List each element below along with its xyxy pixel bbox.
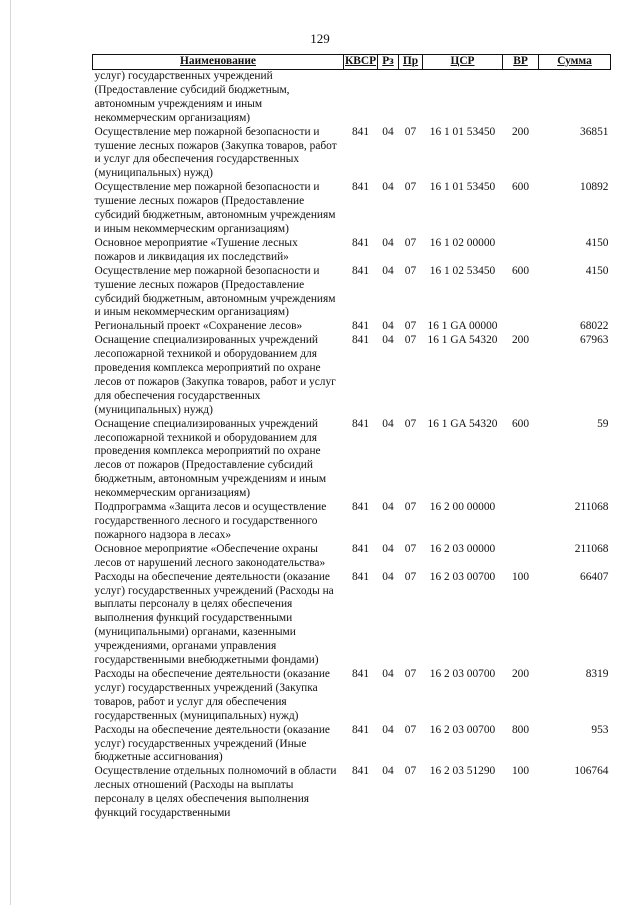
- cell-sum: 4150: [585, 264, 609, 277]
- header-vr: ВР: [503, 55, 539, 70]
- cell-kvsr: 841: [351, 570, 370, 583]
- table-header-row: [93, 55, 611, 70]
- cell-csr: 16 2 03 00700: [429, 667, 496, 680]
- cell-vr: 200: [511, 125, 530, 138]
- cell-name: Основное мероприятие «Обеспечение охраны лесов от нарушений лесного законодательства»: [94, 542, 326, 569]
- cell-pr: 07: [404, 501, 417, 514]
- cell-sum: 953: [591, 723, 609, 736]
- table-row: [93, 237, 611, 265]
- cell-rz: 04: [382, 765, 394, 778]
- cell-pr: 07: [404, 181, 417, 194]
- cell-csr: 16 2 03 00000: [429, 542, 496, 555]
- cell-kvsr: 841: [351, 542, 370, 555]
- cell-vr: [503, 70, 539, 126]
- cell-vr: 100: [511, 570, 530, 583]
- cell-csr: 16 2 03 00700: [429, 723, 496, 736]
- cell-rz: [378, 70, 399, 126]
- cell-pr: 07: [404, 723, 417, 736]
- cell-sum: 67963: [580, 334, 609, 347]
- cell-vr: 800: [511, 723, 530, 736]
- cell-sum: 68022: [580, 320, 609, 333]
- header-sum: Сумма: [539, 55, 611, 70]
- cell-rz: 04: [382, 723, 394, 736]
- cell-vr: [503, 320, 539, 334]
- cell-sum: 211068: [574, 542, 609, 555]
- cell-sum: 66407: [580, 570, 609, 583]
- table-row: [93, 724, 611, 766]
- cell-csr: 16 1 GA 54320: [427, 417, 498, 430]
- cell-csr: 16 1 01 53450: [429, 181, 496, 194]
- cell-pr: 07: [404, 125, 417, 138]
- cell-kvsr: 841: [351, 264, 370, 277]
- cell-name: Региональный проект «Сохранение лесов»: [94, 320, 303, 333]
- cell-vr: 600: [511, 181, 530, 194]
- cell-name: Осуществление мер пожарной безопасности и тушение лесных пожаров (Предоставление субсидий бюджетным, автономным учреждениям и иным некоммерческим организациям): [94, 181, 336, 235]
- cell-pr: 07: [404, 417, 417, 430]
- cell-rz: 04: [382, 501, 394, 514]
- cell-rz: 04: [382, 570, 394, 583]
- cell-sum: 4150: [585, 236, 609, 249]
- cell-rz: 04: [382, 125, 394, 138]
- cell-kvsr: 841: [351, 765, 370, 778]
- cell-sum: 10892: [580, 181, 609, 194]
- cell-kvsr: [344, 70, 378, 126]
- cell-kvsr: 841: [351, 320, 370, 333]
- table-row: [93, 265, 611, 321]
- cell-vr: 600: [511, 417, 530, 430]
- cell-pr: 07: [404, 570, 417, 583]
- cell-csr: 16 2 03 51290: [429, 765, 496, 778]
- cell-csr: 16 1 02 53450: [429, 264, 496, 277]
- cell-vr: 100: [511, 765, 530, 778]
- cell-pr: [399, 70, 423, 126]
- cell-csr: 16 2 03 00700: [429, 570, 496, 583]
- cell-csr: 16 1 02 00000: [429, 236, 496, 249]
- header-name: Наименование: [93, 55, 344, 70]
- cell-name: Расходы на обеспечение деятельности (оказание услуг) государственных учреждений (Иные бюджетные ассигнования): [94, 723, 330, 764]
- cell-rz: 04: [382, 236, 394, 249]
- scan-edge: [10, 0, 11, 905]
- table-row: [93, 126, 611, 182]
- cell-rz: 04: [382, 264, 394, 277]
- cell-pr: 07: [404, 320, 417, 333]
- cell-name: Расходы на обеспечение деятельности (оказание услуг) государственных учреждений (Закупка товаров, работ и услуг для обеспечения государственных (муниципальных) нужд): [94, 667, 330, 722]
- table-row: [93, 571, 611, 668]
- cell-pr: 07: [404, 667, 417, 680]
- cell-csr: 16 1 GA 00000: [427, 320, 498, 333]
- table-row: [93, 181, 611, 237]
- page-number: 129: [310, 31, 330, 46]
- cell-rz: 04: [382, 181, 394, 194]
- cell-csr: [423, 70, 503, 126]
- cell-pr: 07: [404, 264, 417, 277]
- cell-vr: [503, 543, 539, 571]
- cell-name: Осуществление мер пожарной безопасности и тушение лесных пожаров (Закупка товаров, работ и услуг для обеспечения государственных (муниципальных) нужд): [94, 125, 337, 180]
- cell-rz: 04: [382, 542, 394, 555]
- cell-pr: 07: [404, 334, 417, 347]
- cell-csr: 16 1 01 53450: [429, 125, 496, 138]
- cell-name: Оснащение специализированных учреждений лесопожарной техникой и оборудованием для проведения комплекса мероприятий по охране лесов от пожаров (Закупка товаров, работ и услуг для обеспечения государственных (муниципальных) нужд): [94, 334, 336, 416]
- cell-sum: [539, 70, 611, 126]
- cell-sum: 59: [597, 417, 609, 430]
- cell-kvsr: 841: [351, 125, 370, 138]
- cell-name: Оснащение специализированных учреждений лесопожарной техникой и оборудованием для проведения комплекса мероприятий по охране лесов от пожаров (Предоставление субсидий бюджетным, автономным учреждениям и иным некоммерческим организациям): [94, 417, 327, 500]
- cell-kvsr: 841: [351, 501, 370, 514]
- cell-sum: 211068: [574, 501, 609, 514]
- cell-csr: 16 2 00 00000: [429, 501, 496, 514]
- table-row: [93, 543, 611, 571]
- cell-csr: 16 1 GA 54320: [427, 334, 498, 347]
- table-row: [93, 334, 611, 417]
- cell-rz: 04: [382, 334, 394, 347]
- table-row: [93, 320, 611, 334]
- cell-vr: 200: [511, 334, 530, 347]
- cell-kvsr: 841: [351, 667, 370, 680]
- cell-name: Подпрограмма «Защита лесов и осуществление государственного лесного и государственного пожарного надзора в лесах»: [94, 501, 327, 541]
- cell-kvsr: 841: [351, 723, 370, 736]
- cell-pr: 07: [404, 765, 417, 778]
- cell-name: Осуществление мер пожарной безопасности и тушение лесных пожаров (Предоставление субсидий бюджетным, автономным учреждениям и иным некоммерческим организациям): [94, 264, 336, 319]
- table-row: [93, 668, 611, 724]
- cell-name: Основное мероприятие «Тушение лесных пожаров и ликвидация их последствий»: [94, 236, 298, 263]
- cell-kvsr: 841: [351, 417, 370, 430]
- header-kvsr: КВСР: [344, 55, 378, 70]
- cell-sum: 36851: [580, 125, 609, 138]
- cell-vr: [503, 501, 539, 543]
- cell-vr: 600: [511, 264, 530, 277]
- header-pr: Пр: [399, 55, 423, 70]
- cell-name: услуг) государственных учреждений (Предоставление субсидий бюджетным, автономным учреждениям и иным некоммерческим организациям): [94, 70, 290, 124]
- cell-vr: 200: [511, 667, 530, 680]
- cell-kvsr: 841: [351, 334, 370, 347]
- table-row: [93, 765, 611, 821]
- header-rz: Рз: [378, 55, 399, 70]
- cell-pr: 07: [404, 236, 417, 249]
- cell-pr: 07: [404, 542, 417, 555]
- cell-vr: [503, 237, 539, 265]
- cell-rz: 04: [382, 320, 394, 333]
- cell-sum: 106764: [574, 765, 609, 778]
- cell-rz: 04: [382, 667, 394, 680]
- header-csr: ЦСР: [423, 55, 503, 70]
- budget-table: [92, 54, 611, 821]
- cell-name: Осуществление отдельных полномочий в области лесных отношений (Расходы на выплаты персоналу в целях обеспечения выполнения функций государственными: [94, 765, 337, 820]
- table-row: [93, 70, 611, 126]
- cell-kvsr: 841: [351, 181, 370, 194]
- cell-kvsr: 841: [351, 236, 370, 249]
- cell-name: Расходы на обеспечение деятельности (оказание услуг) государственных учреждений (Расходы на выплаты персоналу в целях обеспечения выполнения функций государственными (муниципальными) органами, казенными учреждениями, органами управления государственными внебюджетными фондами): [94, 570, 334, 667]
- table-row: [93, 418, 611, 501]
- table-row: [93, 501, 611, 543]
- cell-sum: 8319: [585, 667, 609, 680]
- cell-rz: 04: [382, 417, 394, 430]
